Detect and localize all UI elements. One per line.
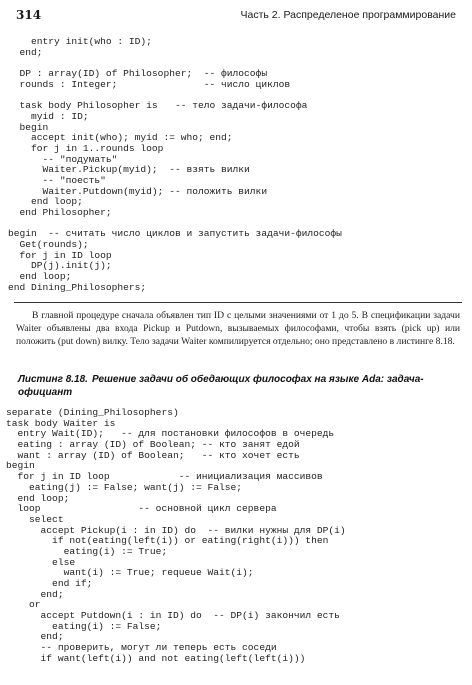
code-line: begin	[6, 460, 35, 472]
code-line: DP : array(ID) of Philosopher; -- философы	[8, 68, 268, 80]
code-line: or	[6, 599, 41, 611]
code-line: Waiter.Pickup(myid); -- взять вилки	[8, 164, 250, 176]
code-line: eating(j) := False; want(j) := False;	[6, 481, 243, 493]
code-line: end;	[6, 631, 64, 643]
code-line: want : array (ID) of Boolean; -- кто хочет есть	[6, 449, 300, 461]
code-line: accept Putdown(i : in ID) do -- DP(i) закончил есть	[6, 610, 340, 622]
code-line: end Dining_Philosophers;	[8, 281, 147, 293]
code-line: eating : array (ID) of Boolean; -- кто занят едой	[6, 439, 300, 451]
code-line: entry Wait(ID); -- для постановки философов в очередь	[6, 428, 335, 440]
running-head: Часть 2. Распределеное программирование	[240, 9, 456, 21]
page-header	[16, 8, 456, 22]
code-line: end if;	[6, 578, 93, 589]
code-line: DP(j).init(j);	[8, 260, 112, 272]
code-line: begin	[8, 121, 49, 133]
code-line: if not(eating(left(i)) or eating(right(i))) then	[6, 535, 329, 547]
code-line: end Philosopher;	[8, 207, 112, 218]
code-line: loop -- основной цикл сервера	[6, 503, 277, 515]
code-line: rounds : Integer; -- число циклов	[8, 78, 291, 90]
separator-rule	[14, 302, 462, 303]
code-line: end loop;	[8, 271, 72, 283]
code-line: myid : ID;	[8, 110, 89, 122]
code-line: end;	[6, 588, 64, 600]
code-line: accept Pickup(i : in ID) do -- вилки нужны для DP(i)	[6, 524, 346, 536]
code-line: accept init(who); myid := who; end;	[8, 132, 233, 144]
code-line: if want(left(i)) and not eating(left(left(i)))	[6, 652, 306, 664]
code-line: for j in ID loop	[8, 249, 112, 261]
listing-caption-text: Решение задачи об обедающих философах на языке Ada: задача-официант	[18, 374, 424, 398]
code-line: Get(rounds);	[8, 239, 89, 251]
listing-caption-label: Листинг 8.18.	[18, 374, 88, 385]
listing-caption	[18, 373, 458, 399]
code-line: eating(i) := True;	[6, 545, 168, 557]
code-line: task body Waiter is	[6, 417, 116, 429]
code-line: for j in ID loop -- инициализация массивов	[6, 471, 323, 483]
code-line: separate (Dining_Philosophers)	[6, 407, 179, 418]
code-line: end loop;	[8, 196, 83, 208]
code-line: -- "поесть"	[8, 174, 106, 186]
code-line: eating(i) := False;	[6, 620, 162, 632]
code-line: begin -- считать число циклов и запустить задачи-философы	[8, 228, 342, 240]
code-line: task body Philosopher is -- тело задачи-философа	[8, 100, 308, 112]
code-listing-philosopher	[8, 37, 342, 294]
code-line: Waiter.Putdown(myid); -- положить вилки	[8, 185, 268, 197]
code-line: else	[6, 556, 76, 568]
code-line: select	[6, 513, 64, 525]
code-line: end loop;	[6, 492, 70, 504]
code-listing-waiter	[6, 408, 346, 665]
code-line: end;	[8, 46, 43, 58]
page-number: 314	[16, 8, 42, 22]
code-line: -- "подумать"	[8, 153, 118, 165]
code-line: -- проверить, могут ли теперь есть соседи	[6, 642, 277, 654]
code-line: entry init(who : ID);	[8, 36, 152, 47]
body-paragraph: В главной процедуре сначала объявлен тип ID с целыми значениями от 1 до 5. В спецификации задачи Waiter объявлены два входа Pickup и Putdown, вызываемых философами, чтобы взять (pick up) или положить (put down) вилку. Тело задачи Waiter компилируется отдельно; оно представлено в листинге 8.18.	[16, 310, 460, 348]
code-line: want(i) := True; requeue Wait(i);	[6, 567, 254, 579]
code-line: for j in 1..rounds loop	[8, 142, 164, 154]
